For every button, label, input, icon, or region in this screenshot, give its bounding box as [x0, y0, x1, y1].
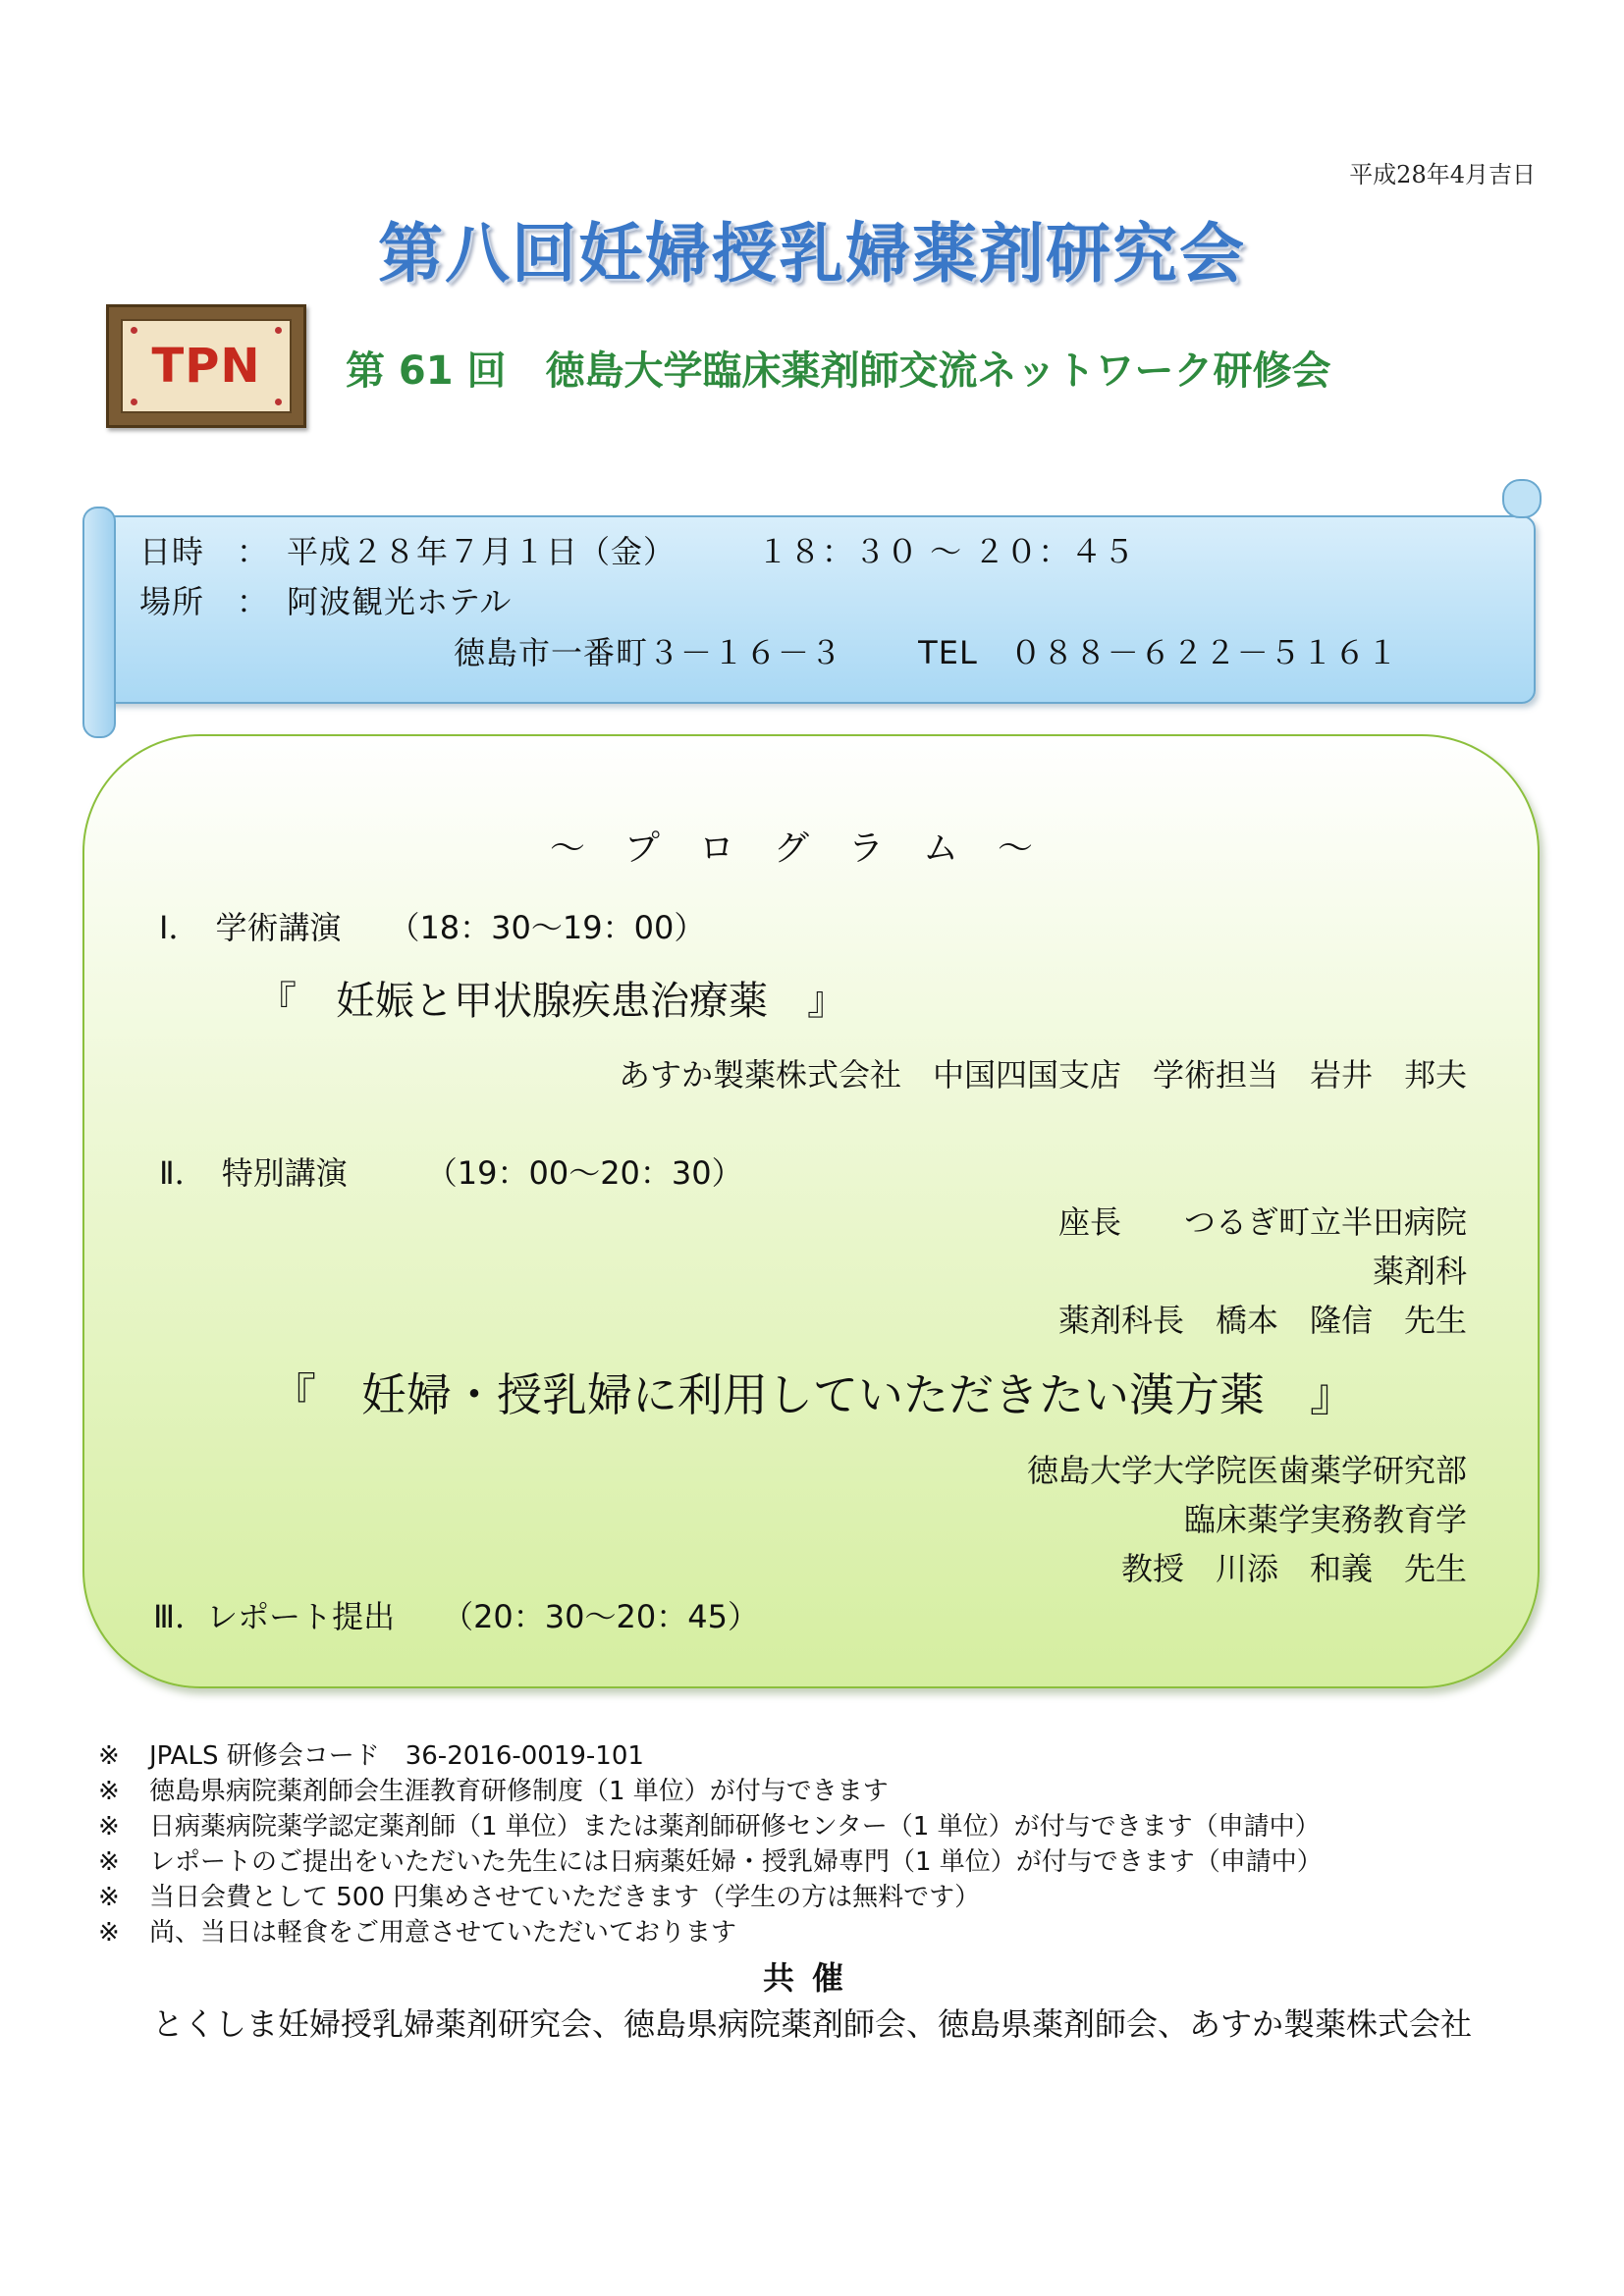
page-title: 第八回妊婦授乳婦薬剤研究会: [378, 216, 1246, 292]
section2-lecture-title: 『 妊婦・授乳婦に利用していただきたい漢方薬 』: [271, 1368, 1355, 1421]
section2-chair-line1: 座長 つるぎ町立半田病院: [1057, 1203, 1467, 1241]
scroll-curl-left: [82, 507, 116, 738]
section2-label: Ⅱ． 特別講演 （19：00～20：30）: [159, 1154, 743, 1192]
note-item: ※ JPALS 研修会コード 36-2016-0019-101: [98, 1741, 644, 1771]
date-label: 日時 ：: [139, 533, 270, 570]
section1-speaker: あすか製薬株式会社 中国四国支店 学術担当 岩井 邦夫: [618, 1056, 1467, 1094]
date-value: 平成２８年７月１日（金） １８：３０ ～ ２０：４５: [287, 533, 1136, 570]
section3-label: Ⅲ．レポート提出 （20：30～20：45）: [153, 1598, 759, 1635]
section2-speaker-line2: 臨床薬学実務教育学: [1183, 1501, 1467, 1538]
cohost-label: 共催: [762, 1959, 861, 1997]
tpn-plaque: [121, 319, 292, 413]
section1-label: Ⅰ． 学術講演 （18：30～19：00）: [159, 909, 706, 946]
note-item: ※ 日病薬病院薬学認定薬剤師（1 単位）または薬剤師研修センター（1 単位）が付与できます（申請中）: [98, 1812, 1321, 1842]
section2-chair-line2: 薬剤科: [1372, 1253, 1467, 1290]
note-mark: ※: [98, 1741, 120, 1771]
program-heading: ～ プ ロ グ ラ ム ～: [550, 828, 1036, 869]
pin-icon: [131, 399, 137, 405]
note-item: ※ 尚、当日は軽食をご用意させていただいております: [98, 1918, 737, 1948]
pin-icon: [131, 327, 137, 334]
pin-icon: [275, 327, 282, 334]
section1-lecture-title: 『 妊娠と甲状腺疾患治療薬 』: [257, 979, 846, 1024]
address-tel: 徳島市一番町３－１６－３ TEL ０８８－６２２－５１６１: [454, 634, 1399, 671]
subtitle: 第 61 回 徳島大学臨床薬剤師交流ネットワーク研修会: [346, 348, 1331, 394]
note-item: ※ 徳島県病院薬剤師会生涯教育研修制度（1 単位）が付与できます: [98, 1777, 889, 1806]
section2-speaker-line1: 徳島大学大学院医歯薬学研究部: [1026, 1452, 1467, 1489]
note-mark: ※: [98, 1847, 120, 1877]
pin-icon: [275, 399, 282, 405]
issue-date: 平成28年4月吉日: [1349, 161, 1536, 188]
place-value: 阿波観光ホテル: [287, 583, 513, 620]
tpn-logo: [106, 304, 306, 428]
section2-chair-line3: 薬剤科長 橋本 隆信 先生: [1057, 1302, 1467, 1339]
section2-speaker-line3: 教授 川添 和義 先生: [1120, 1550, 1467, 1587]
place-label: 場所 ：: [139, 583, 270, 620]
note-mark: ※: [98, 1883, 120, 1912]
note-item: ※ 当日会費として 500 円集めさせていただきます（学生の方は無料です）: [98, 1883, 981, 1912]
note-item: ※ レポートのご提出をいただいた先生には日病薬妊婦・授乳婦専門（1 単位）が付与できます（申請中）: [98, 1847, 1323, 1877]
note-mark: ※: [98, 1812, 120, 1842]
scroll-curl-right: [1502, 479, 1542, 518]
cohost-organizations: とくしま妊婦授乳婦薬剤研究会、徳島県病院薬剤師会、徳島県薬剤師会、あすか製薬株式会社: [151, 2005, 1472, 2043]
note-mark: ※: [98, 1777, 120, 1806]
logo-text: TPN: [151, 339, 261, 394]
note-mark: ※: [98, 1918, 120, 1948]
